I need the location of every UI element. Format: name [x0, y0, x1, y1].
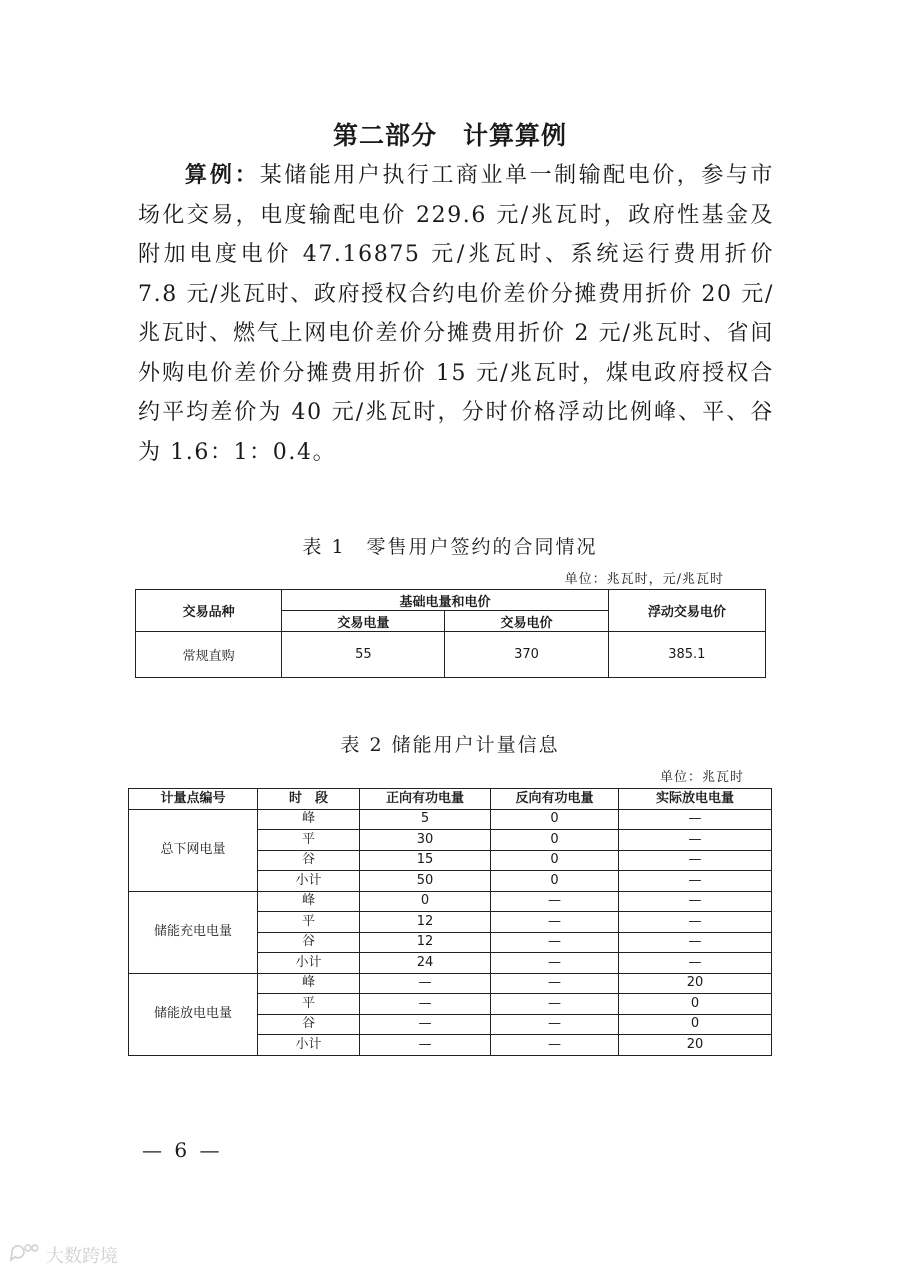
table2-cell-period: 小计 [258, 1035, 360, 1056]
section-title-part: 第二部分 [332, 121, 437, 150]
table2-cell-forward: 24 [360, 953, 491, 974]
table2-cell-discharge: — [619, 912, 772, 933]
table2-cell-forward: — [360, 994, 491, 1015]
table2-cell-reverse: — [491, 932, 619, 953]
table2-cell-period: 小计 [258, 871, 360, 892]
table2-group-name: 储能充电电量 [129, 891, 258, 973]
table2-cell-forward: — [360, 1035, 491, 1056]
section-title [0, 116, 900, 152]
table1-cell-item: 常规直购 [136, 632, 282, 678]
table2-cell-discharge: — [619, 932, 772, 953]
table1-header-item: 交易品种 [136, 590, 282, 632]
table2-header-point: 计量点编号 [129, 789, 258, 810]
table2-cell-discharge: — [619, 809, 772, 830]
table2-cell-forward: 12 [360, 912, 491, 933]
table1-cell-qty: 55 [282, 632, 445, 678]
table2-cell-period: 平 [258, 994, 360, 1015]
table2-cell-discharge: 0 [619, 994, 772, 1015]
table2-cell-period: 峰 [258, 891, 360, 912]
table1-cell-float-price: 385.1 [608, 632, 765, 678]
table2-cell-reverse: 0 [491, 850, 619, 871]
table2-header-period: 时 段 [258, 789, 360, 810]
example-body: 某储能用户执行工商业单一制输配电价，参与市场化交易，电度输配电价 229.6 元/兆瓦时，政府性基金及附加电度电价 47.16875 元/兆瓦时、系统运行费用折价 7.8 元/兆瓦时、政府授权合约电价差价分摊费用折价 20 元/兆瓦时、燃气上网电价差价分摊费用折价 2 元/兆瓦时、省间外购电价差价分摊费用折价 15 元/兆瓦时，煤电政府授权合约平均差价为 40 元/兆瓦时，分时价格浮动比例峰、平、谷为 1.6：1：0.4。 [138, 163, 774, 465]
table2-cell-discharge: 20 [619, 1035, 772, 1056]
table1-header-price: 交易电价 [445, 611, 608, 632]
example-label: 算例： [184, 162, 260, 188]
table2-cell-discharge: — [619, 871, 772, 892]
table2-cell-forward: — [360, 973, 491, 994]
table2-caption: 表 2 储能用户计量信息 [340, 734, 560, 756]
metering-table [128, 788, 772, 1056]
table1-header-qty: 交易电量 [282, 611, 445, 632]
table2-cell-forward: — [360, 1014, 491, 1035]
table2-cell-discharge: — [619, 953, 772, 974]
table2-cell-reverse: — [491, 973, 619, 994]
table2-cell-period: 谷 [258, 850, 360, 871]
speech-bubble-logo-icon [8, 1242, 42, 1267]
example-paragraph [138, 156, 774, 472]
section-title-name: 计算算例 [463, 121, 568, 150]
table2-cell-discharge: — [619, 891, 772, 912]
table2-cell-reverse: 0 [491, 871, 619, 892]
table2-cell-forward: 15 [360, 850, 491, 871]
table2-cell-forward: 0 [360, 891, 491, 912]
table1-unit: 单位：兆瓦时，元/兆瓦时 [564, 572, 724, 587]
table2-cell-reverse: — [491, 994, 619, 1015]
table2-cell-forward: 50 [360, 871, 491, 892]
table2-group-name: 总下网电量 [129, 809, 258, 891]
table2-cell-forward: 12 [360, 932, 491, 953]
table2-cell-period: 峰 [258, 973, 360, 994]
table2-cell-reverse: — [491, 1035, 619, 1056]
table2-cell-discharge: 0 [619, 1014, 772, 1035]
table1-cell-price: 370 [445, 632, 608, 678]
table2-cell-period: 平 [258, 830, 360, 851]
table1-caption: 表 1 零售用户签约的合同情况 [302, 536, 598, 558]
table2-group-name: 储能放电电量 [129, 973, 258, 1055]
table2-unit: 单位：兆瓦时 [659, 770, 744, 785]
table2-cell-period: 平 [258, 912, 360, 933]
table2-header-reverse: 反向有功电量 [491, 789, 619, 810]
page-number: — 6 — [142, 1138, 223, 1162]
table2-cell-forward: 5 [360, 809, 491, 830]
table2-cell-period: 谷 [258, 1014, 360, 1035]
table2-cell-period: 峰 [258, 809, 360, 830]
table2-cell-discharge: 20 [619, 973, 772, 994]
table1-header-float-price: 浮动交易电价 [608, 590, 765, 632]
table-row [136, 632, 766, 678]
table2-cell-period: 小计 [258, 953, 360, 974]
watermark-text: 大数跨境 [46, 1246, 118, 1267]
contract-table [135, 589, 766, 678]
table2-cell-reverse: — [491, 1014, 619, 1035]
table2-cell-reverse: 0 [491, 830, 619, 851]
table2-cell-period: 谷 [258, 932, 360, 953]
watermark [8, 1242, 118, 1268]
table2-cell-reverse: — [491, 953, 619, 974]
table2-cell-reverse: — [491, 891, 619, 912]
table-row [129, 973, 772, 994]
table2-header-forward: 正向有功电量 [360, 789, 491, 810]
table2-cell-discharge: — [619, 850, 772, 871]
table2-header-discharge: 实际放电电量 [619, 789, 772, 810]
table2-cell-discharge: — [619, 830, 772, 851]
table-row [129, 809, 772, 830]
table2-cell-forward: 30 [360, 830, 491, 851]
table2-cell-reverse: 0 [491, 809, 619, 830]
table2-cell-reverse: — [491, 912, 619, 933]
table1-header-group: 基础电量和电价 [282, 590, 608, 611]
table-row [129, 891, 772, 912]
